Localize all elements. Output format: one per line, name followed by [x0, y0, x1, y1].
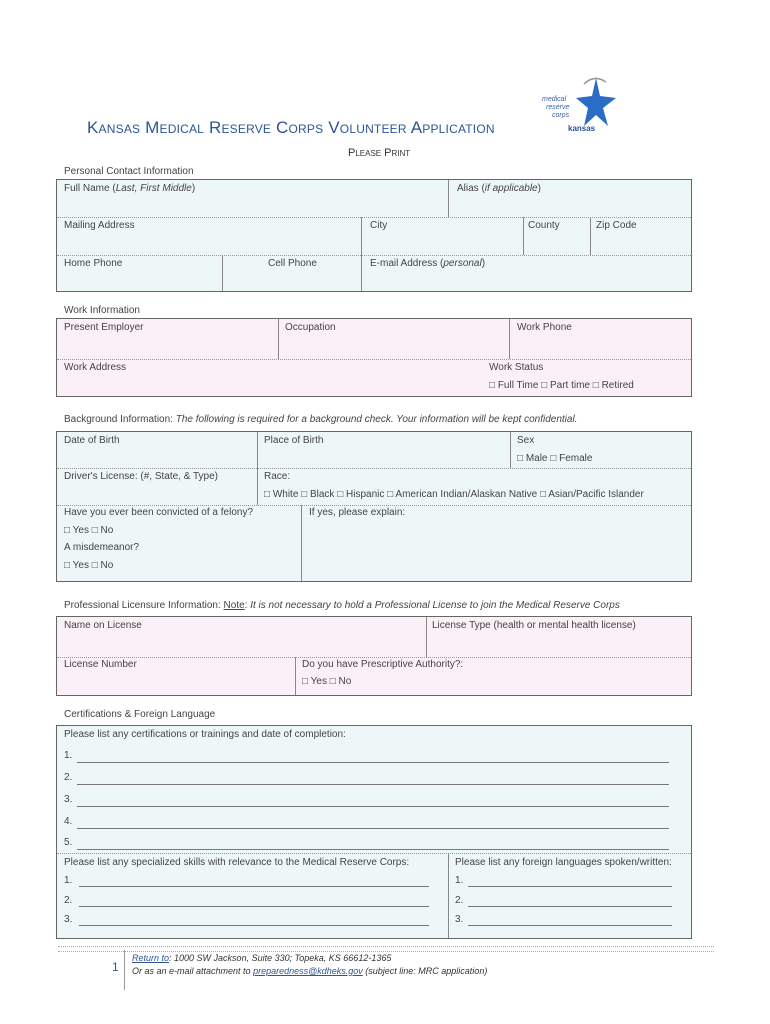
language-line-1[interactable]: [468, 886, 672, 887]
cert-line-3[interactable]: [77, 806, 669, 807]
misdemeanor-question: A misdemeanor?: [64, 542, 140, 553]
language-line-2[interactable]: [468, 906, 672, 907]
license-number-field[interactable]: License Number: [64, 659, 137, 670]
race-checkboxes[interactable]: □ White □ Black □ Hispanic □ American Indian/Alaskan Native □ Asian/Pacific Islander: [264, 489, 644, 500]
background-section-title: Background Information: The following is required for a background check. Your information will be kept confidential.: [64, 414, 578, 425]
email-instructions: Or as an e-mail attachment to preparedness@kdheks.gov (subject line: MRC application): [132, 966, 488, 976]
logo-text-medical: medical: [542, 96, 567, 103]
felony-checkboxes[interactable]: □ Yes □ No: [64, 525, 114, 536]
cert-line-5[interactable]: [77, 849, 669, 850]
skill-number-3: 3.: [64, 914, 73, 925]
place-of-birth-field[interactable]: Place of Birth: [264, 435, 324, 446]
page-number: 1: [112, 960, 119, 974]
footer-divider: [58, 946, 714, 952]
return-address: Return to: 1000 SW Jackson, Suite 330; Topeka, KS 66612-1365: [132, 953, 392, 963]
language-number-3: 3.: [455, 914, 464, 925]
license-type-field[interactable]: License Type (health or mental health license): [432, 620, 636, 631]
sex-label: Sex: [517, 435, 535, 446]
language-number-1: 1.: [455, 875, 464, 886]
cert-number-4: 4.: [64, 816, 73, 827]
footer-vertical-divider: [124, 950, 125, 990]
county-field[interactable]: County: [528, 220, 560, 231]
skill-number-2: 2.: [64, 895, 73, 906]
skill-line-2[interactable]: [79, 906, 429, 907]
personal-section-title: Personal Contact Information: [64, 166, 194, 177]
felony-question: Have you ever been convicted of a felony?: [64, 507, 254, 518]
email-link[interactable]: preparedness@kdheks.gov: [253, 966, 363, 976]
language-line-3[interactable]: [468, 925, 672, 926]
licensure-section-title: Professional Licensure Information: Note: It is not necessary to hold a Professional License to join the Medical Reserve Corps: [64, 600, 620, 611]
home-phone-field[interactable]: Home Phone: [64, 258, 123, 269]
misdemeanor-checkboxes[interactable]: □ Yes □ No: [64, 560, 114, 571]
work-status-checkboxes[interactable]: □ Full Time □ Part time □ Retired: [489, 380, 634, 391]
cert-number-2: 2.: [64, 772, 73, 783]
cert-number-5: 5.: [64, 837, 73, 848]
cert-number-1: 1.: [64, 750, 73, 761]
work-status-label: Work Status: [489, 362, 544, 373]
work-phone-field[interactable]: Work Phone: [517, 322, 572, 333]
certs-prompt: Please list any certifications or trainings and date of completion:: [64, 729, 346, 740]
page-title: Kansas Medical Reserve Corps Volunteer Application: [87, 118, 495, 137]
alias-field[interactable]: Alias (if applicable): [457, 183, 541, 194]
work-section-title: Work Information: [64, 305, 140, 316]
present-employer-field[interactable]: Present Employer: [64, 322, 144, 333]
full-name-field[interactable]: Full Name (Last, First Middle): [64, 183, 196, 194]
mailing-address-field[interactable]: Mailing Address: [64, 220, 135, 231]
race-label: Race:: [264, 471, 291, 482]
explain-field[interactable]: If yes, please explain:: [309, 507, 406, 518]
logo-text-kansas: kansas: [568, 124, 596, 133]
skill-line-3[interactable]: [79, 925, 429, 926]
cell-phone-field[interactable]: Cell Phone: [268, 258, 317, 269]
personal-info-box: [56, 179, 692, 292]
work-address-field[interactable]: Work Address: [64, 362, 127, 373]
logo-text-reserve: reserve: [546, 104, 570, 111]
skill-line-1[interactable]: [79, 886, 429, 887]
languages-prompt: Please list any foreign languages spoken/written:: [455, 857, 672, 868]
email-field[interactable]: E-mail Address (personal): [370, 258, 486, 269]
prescriptive-authority-question: Do you have Prescriptive Authority?:: [302, 659, 464, 670]
sex-checkboxes[interactable]: □ Male □ Female: [517, 453, 593, 464]
cert-line-2[interactable]: [77, 784, 669, 785]
mrc-logo: [532, 74, 616, 138]
logo-text-corps: corps: [552, 112, 570, 119]
cert-line-1[interactable]: [77, 762, 669, 763]
name-on-license-field[interactable]: Name on License: [64, 620, 142, 631]
prescriptive-authority-checkboxes[interactable]: □ Yes □ No: [302, 676, 352, 687]
skill-number-1: 1.: [64, 875, 73, 886]
date-of-birth-field[interactable]: Date of Birth: [64, 435, 120, 446]
page-subtitle: Please Print: [348, 147, 411, 159]
city-field[interactable]: City: [370, 220, 388, 231]
certs-section-title: Certifications & Foreign Language: [64, 709, 216, 720]
cert-number-3: 3.: [64, 794, 73, 805]
skills-prompt: Please list any specialized skills with relevance to the Medical Reserve Corps:: [64, 857, 410, 868]
language-number-2: 2.: [455, 895, 464, 906]
zip-code-field[interactable]: Zip Code: [596, 220, 637, 231]
cert-line-4[interactable]: [77, 828, 669, 829]
occupation-field[interactable]: Occupation: [285, 322, 336, 333]
drivers-license-field[interactable]: Driver's License: (#, State, & Type): [64, 471, 219, 482]
